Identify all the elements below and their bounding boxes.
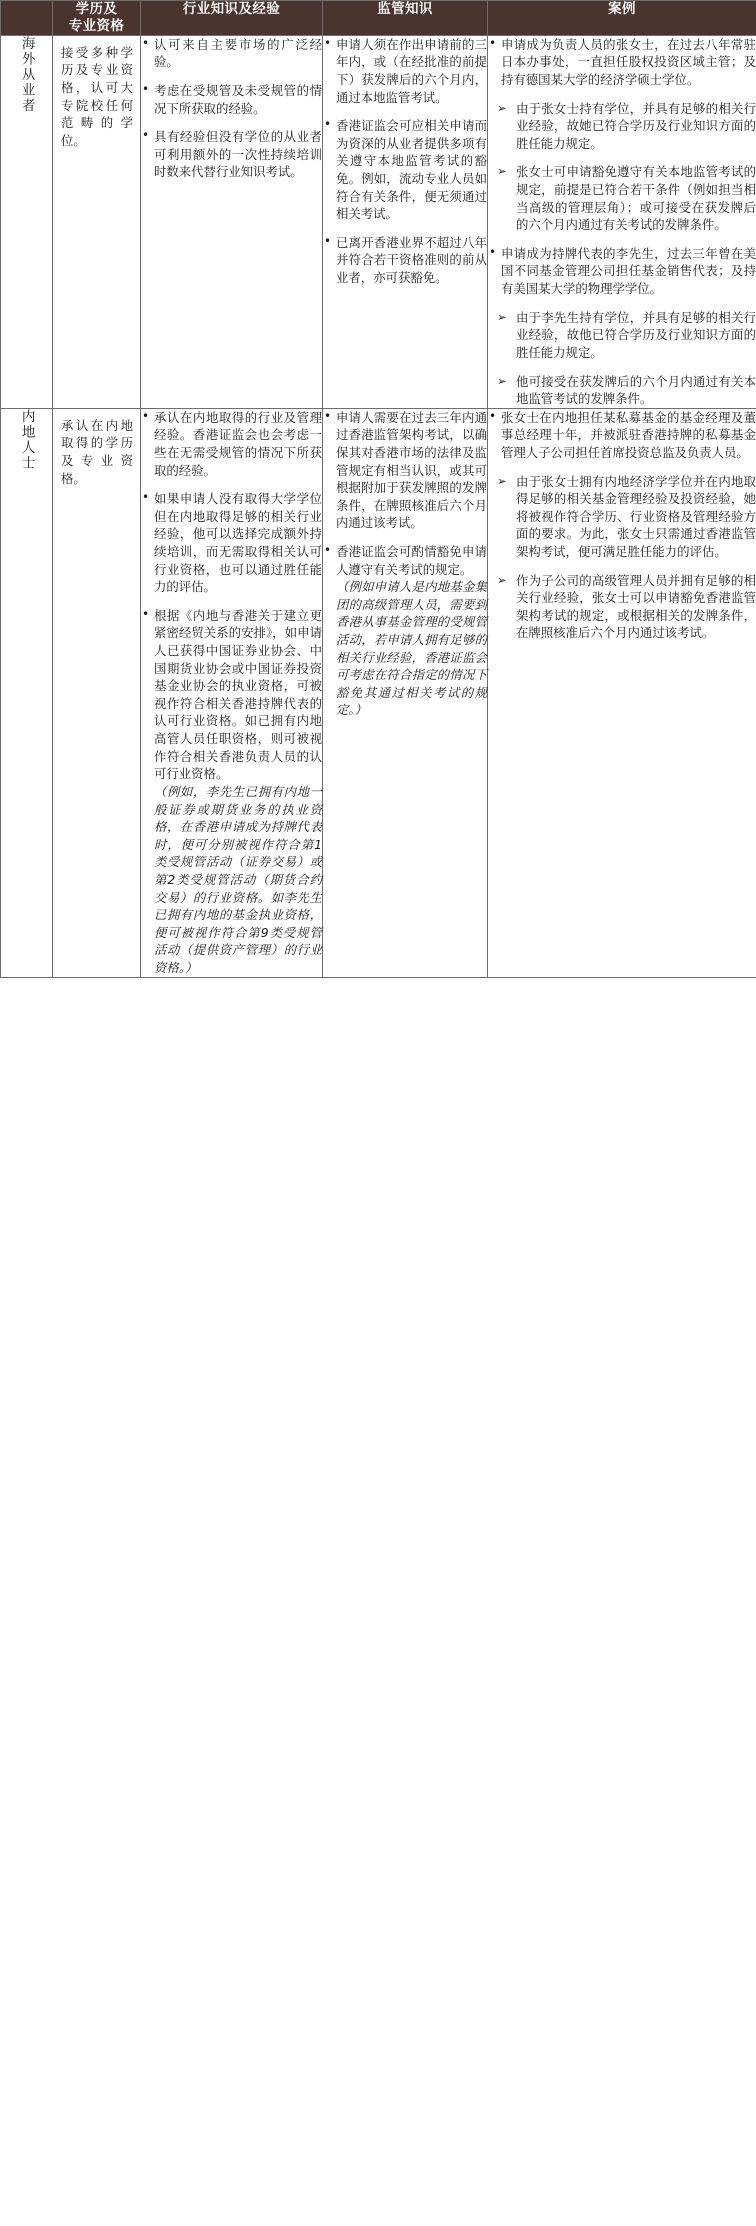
list-item: • 如果申请人没有取得大学学位但在内地取得足够的相关行业经验，他可以选择完成额外持续培训，而无需取得相关认可行业资格，也可以通过胜任能力的评估。: [141, 490, 322, 596]
paragraph: 接受多种学历及专业资格，认可大专院校任何范畴的学位。: [61, 44, 133, 148]
row-label-text: 内地人士: [18, 408, 35, 471]
list-item: • 申请成为持牌代表的李先生，过去三年曾在美国不同基金管理公司担任基金销售代表；及持有美国某大学的物理学学位。: [488, 245, 756, 298]
list-item-sub: ➢ 他可接受在获发牌后的六个月内通过有关本地监管考试的发牌条件。: [497, 373, 756, 408]
list-item-text: 根据《内地与香港关于建立更紧密经贸关系的安排》，如申请人已获得中国证券业协会、中国期货业协会或中国证券投资基金业协会的执业资格，可被视作符合相关香港持牌代表的认可行业资格。如已拥有内地高管人员任职资格，则可被视作符合相关香港负责人员的认可行业资格。: [154, 607, 322, 782]
row-label-text: 海外从业者: [18, 35, 35, 114]
header-cell-industry: 行业知识及经验: [141, 1, 323, 36]
header-row: [1, 1, 756, 36]
list-item: • 张女士在内地担任某私募基金的基金经理及董事总经理十年，并被派驻香港持牌的私募基金管理人子公司担任首席投资总监及负责人员。: [488, 409, 756, 462]
list-item-sub: ➢ 由于李先生持有学位，并具有足够的相关行业经验，故他已符合学历及行业知识方面的胜任能力规定。: [497, 309, 756, 362]
table-row: [1, 408, 756, 977]
list-item-sub: ➢ 由于张女士持有学位，并具有足够的相关行业经验，故她已符合学历及行业知识方面的胜任能力规定。: [497, 100, 756, 153]
row-label-overseas: [1, 35, 53, 408]
list-item: • 申请人需要在过去三年内通过香港监管架构考试，以确保其对香港市场的法律及监管规定有相当认识，或其可根据附加于获发牌照的发牌条件，在牌照核准后六个月内通过该考试。: [323, 409, 487, 532]
list-item: • 承认在内地取得的行业及管理经验。香港证监会也会考虑一些在无需受规管的情况下所获取的经验。: [141, 409, 322, 479]
table-row: [1, 35, 756, 408]
header-cell-regulatory: 监管知识: [323, 1, 488, 36]
list-item-sub: ➢ 作为子公司的高级管理人员并拥有足够的相关行业经验，张女士可以申请豁免香港监管架构考试的规定，或根据相关的发牌条件，在牌照核准后六个月内通过该考试。: [497, 572, 756, 642]
list-item: • 申请成为负责人员的张女士，在过去八年常驻日本办事处，一直担任股权投资区域主管；及持有德国某大学的经济学硕士学位。: [488, 36, 756, 89]
list-item: [323, 543, 487, 719]
list-item-sub: ➢ 张女士可申请豁免遵守有关本地监管考试的规定，前提是已符合若干条件（例如担当相当高级的管理层角）；或可接受在获发牌后的六个月内通过有关考试的发牌条件。: [497, 163, 756, 233]
list-item: • 具有经验但没有学位的从业者可利用额外的一次性持续培训时数来代替行业知识考试。: [141, 128, 322, 181]
list-item: [141, 607, 322, 977]
bullet-list: [323, 409, 487, 719]
list-item: • 考虑在受规管及未受规管的情况下所获取的经验。: [141, 82, 322, 117]
list-item-text: 香港证监会可酌情豁免申请人遵守有关考试的规定。: [336, 543, 487, 577]
table-body: [1, 35, 756, 977]
cell-overseas-industry: [141, 35, 323, 408]
table-header: [1, 1, 756, 36]
list-item: • 香港证监会可应相关申请而为资深的从业者提供多项有关遵守本地监管考试的豁免。例如，流动专业人员如符合有关条件，便无须通过相关考试。: [323, 117, 487, 223]
bullet-list: [141, 409, 322, 977]
header-qualifications-line1: 学历及: [75, 1, 118, 17]
cell-overseas-qualifications: [53, 35, 141, 408]
header-cell-qualifications: [53, 1, 141, 36]
bullet-list: [323, 36, 487, 287]
header-cell-blank: [1, 1, 53, 36]
competency-matrix-table: [0, 0, 756, 978]
cell-overseas-cases: [488, 35, 756, 408]
list-item: • 已离开香港业界不超过八年并符合若干资格准则的前从业者，亦可获豁免。: [323, 234, 487, 287]
list-item: • 申请人须在作出申请前的三年内，或（在经批准的前提下）获发牌后的六个月内，通过本地监管考试。: [323, 36, 487, 106]
list-item-sub: ➢ 由于张女士拥有内地经济学学位并在内地取得足够的相关基金管理经验及投资经验，她将被视作符合学历、行业资格及管理经验方面的要求。为此，张女士只需通过香港监管架构考试，便可满足胜任能力的评估。: [497, 473, 756, 561]
cell-mainland-industry: [141, 408, 323, 977]
cell-overseas-regulatory: [323, 35, 488, 408]
row-label-mainland: [1, 408, 53, 977]
header-cell-cases: 案例: [488, 1, 756, 36]
header-qualifications-line2: 专业资格: [68, 17, 125, 34]
cell-mainland-cases: [488, 408, 756, 977]
bullet-list: [488, 409, 756, 642]
cell-mainland-regulatory: [323, 408, 488, 977]
list-item: • 认可来自主要市场的广泛经验。: [141, 36, 322, 71]
bullet-list: [488, 36, 756, 408]
paragraph: 承认在内地取得的学历及专业资格。: [61, 417, 133, 486]
bullet-list: [141, 36, 322, 181]
italic-note: （例如，李先生已拥有内地一般证券或期货业务的执业资格，在香港申请成为持牌代表时，便可分别被视作符合第1类受规管活动（证券交易）或第2类受规管活动（期货合约交易）的行业资格。如李先生已拥有内地的基金执业资格，便可被视作符合第9类受规管活动（提供资产管理）的行业资格。）: [154, 783, 322, 975]
italic-note: （例如申请人是内地基金集团的高级管理人员，需要到香港从事基金管理的受规管活动，若申请人拥有足够的相关行业经验，香港证监会可考虑在符合指定的情况下豁免其通过相关考试的规定。）: [336, 579, 487, 718]
cell-mainland-qualifications: [53, 408, 141, 977]
